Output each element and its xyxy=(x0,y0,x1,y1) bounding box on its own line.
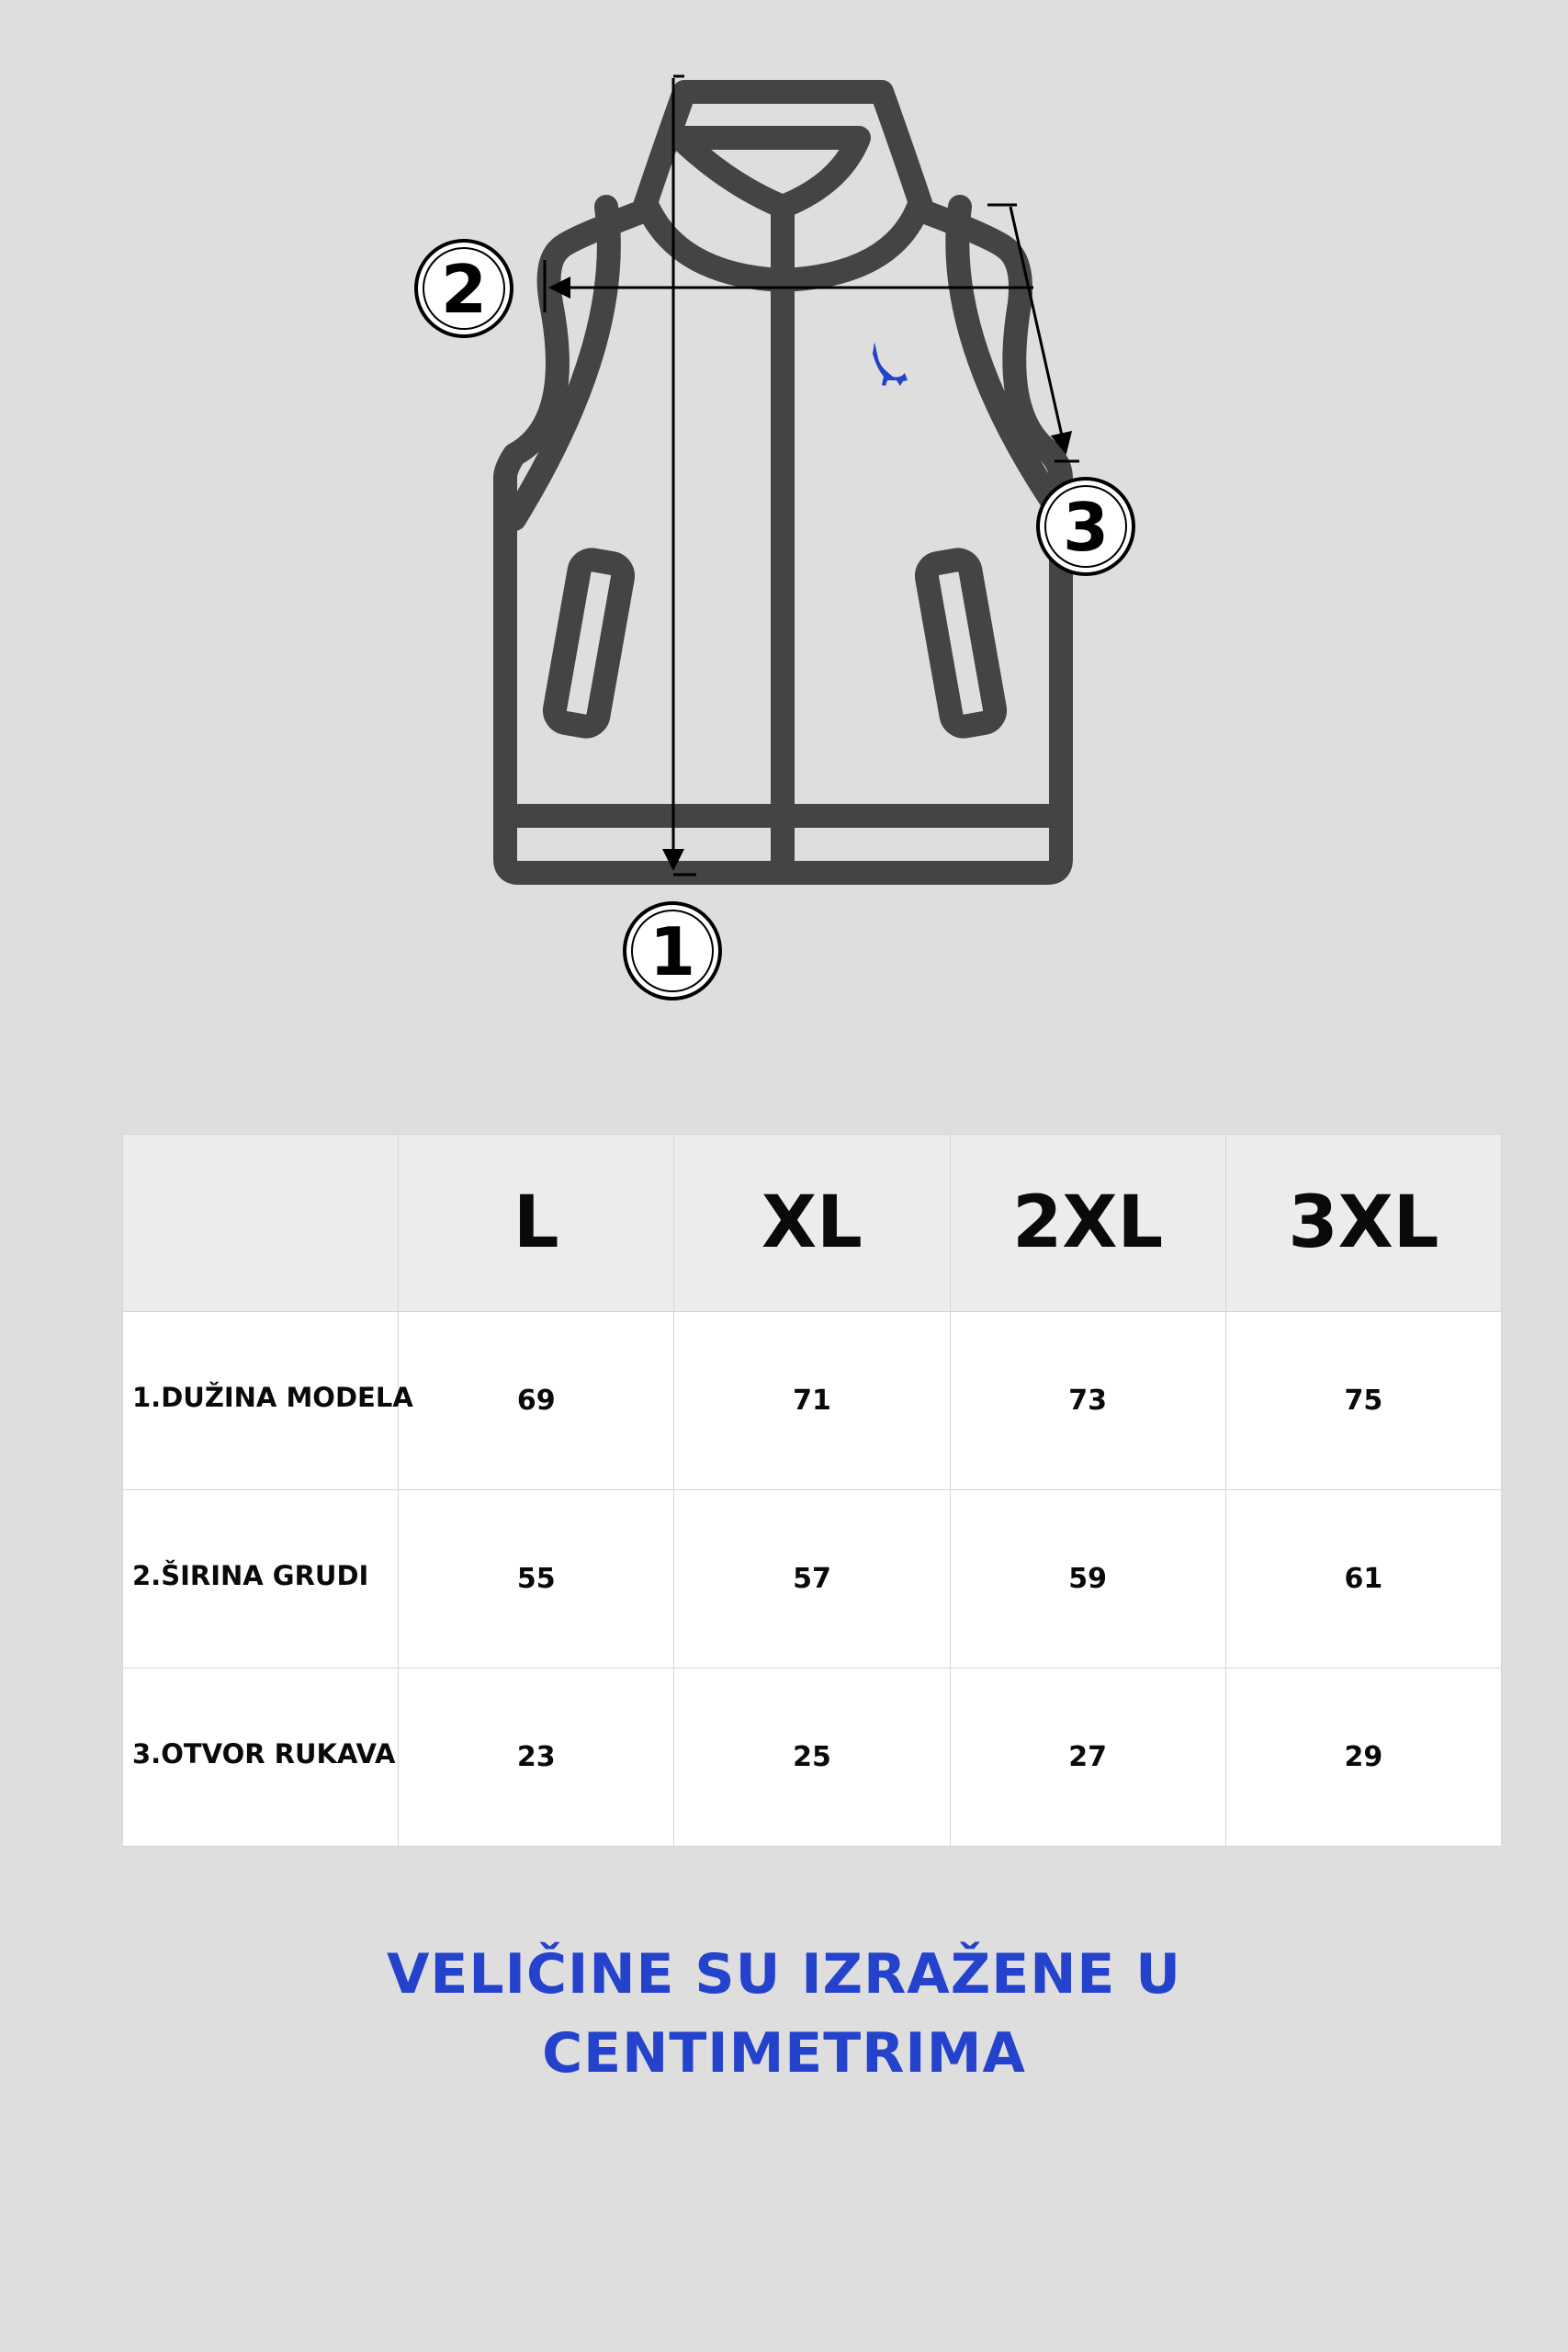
table-row xyxy=(123,1490,1502,1668)
size-header-2xl: 2XL xyxy=(950,1135,1225,1312)
table-row xyxy=(123,1668,1502,1847)
marker-2-label: 2 xyxy=(440,251,488,328)
table-cell: 69 xyxy=(399,1312,674,1490)
units-note xyxy=(0,1935,1568,2093)
row-label-text: 1.DUŽINA MODELA xyxy=(132,1381,413,1413)
units-note-line1: VELIČINE SU IZRAŽENE U xyxy=(386,1942,1182,2007)
marker-1-label: 1 xyxy=(649,913,696,990)
table-cell: 27 xyxy=(950,1668,1225,1847)
marker-3 xyxy=(1038,479,1134,574)
size-header-3xl: 3XL xyxy=(1225,1135,1501,1312)
table-cell: 57 xyxy=(674,1490,950,1668)
table-row xyxy=(123,1312,1502,1490)
table-header-row xyxy=(123,1135,1502,1312)
table-cell: 75 xyxy=(1225,1312,1501,1490)
table-cell: 55 xyxy=(399,1490,674,1668)
row-label-chest xyxy=(123,1490,399,1668)
vest-outline xyxy=(505,92,1061,873)
table-cell: 61 xyxy=(1225,1490,1501,1668)
size-header-xl: XL xyxy=(674,1135,950,1312)
length-measure-line xyxy=(673,76,696,875)
size-chart-table xyxy=(122,1134,1502,1847)
table-cell: 59 xyxy=(950,1490,1225,1668)
row-label-length xyxy=(123,1312,413,1490)
marker-3-label: 3 xyxy=(1062,489,1110,566)
size-header-l: L xyxy=(399,1135,674,1312)
row-label-armhole xyxy=(123,1668,399,1847)
row-label-text: 3.OTVOR RUKAVA xyxy=(132,1737,396,1770)
table-cell: 25 xyxy=(674,1668,950,1847)
units-note-line2: CENTIMETRIMA xyxy=(542,2021,1026,2086)
wolf-icon xyxy=(873,342,908,386)
table-cell: 73 xyxy=(950,1312,1225,1490)
vest-measurement-diagram xyxy=(0,0,1568,1057)
marker-2 xyxy=(416,241,512,336)
marker-1 xyxy=(625,903,720,999)
table-cell: 23 xyxy=(399,1668,674,1847)
table-cell: 71 xyxy=(674,1312,950,1490)
row-label-text: 2.ŠIRINA GRUDI xyxy=(132,1559,369,1591)
table-cell: 29 xyxy=(1225,1668,1501,1847)
table-corner-cell xyxy=(123,1135,399,1312)
